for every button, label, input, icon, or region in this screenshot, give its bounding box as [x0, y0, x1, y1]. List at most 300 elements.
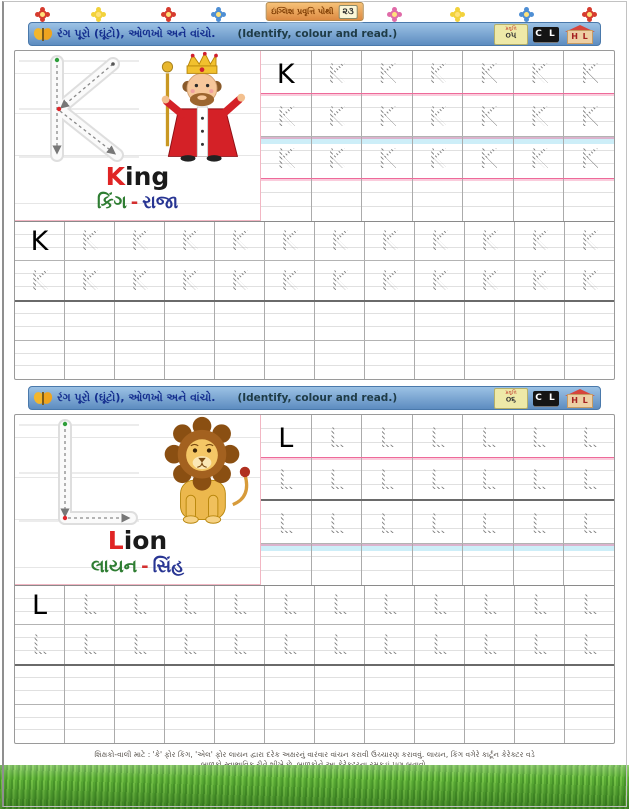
trace-cell: [515, 705, 565, 743]
activity-word-label: પ્રવૃત્તિ: [505, 390, 517, 397]
dotted-trace-letter: L: [430, 465, 446, 496]
trace-cell: [515, 261, 565, 299]
cl-badge: C L: [533, 391, 559, 406]
trace-grid-right: [261, 415, 614, 585]
dotted-trace-letter: K: [430, 226, 449, 258]
trace-cell: [15, 261, 65, 299]
dotted-trace-letter: L: [281, 590, 298, 622]
trace-cell: [165, 586, 215, 624]
trace-cell: [515, 625, 565, 663]
trace-cell: [565, 302, 614, 340]
trace-cell: [413, 458, 464, 500]
trace-cell: [315, 261, 365, 299]
dotted-trace-letter: L: [328, 465, 344, 496]
dotted-trace-letter: L: [181, 629, 198, 661]
trace-row: [261, 136, 614, 179]
trace-cell: [564, 137, 614, 179]
trace-row: [15, 222, 614, 260]
word-rest: ing: [125, 162, 170, 191]
section-header-bar: [28, 22, 601, 46]
trace-cell: [261, 458, 312, 500]
trace-cell: [15, 222, 65, 260]
section-content: [14, 414, 615, 744]
dotted-trace-letter: K: [530, 226, 549, 258]
lion-clipart-image: [143, 415, 260, 527]
dotted-trace-letter: K: [529, 58, 548, 90]
trace-cell: [413, 51, 464, 93]
dotted-trace-letter: K: [580, 226, 599, 258]
solid-example-letter: L: [31, 590, 48, 622]
trace-cell: [465, 705, 515, 743]
dotted-trace-letter: L: [379, 465, 395, 496]
trace-cell: [413, 415, 464, 457]
trace-cell: [463, 179, 514, 221]
page-number: ૨૩: [339, 5, 358, 19]
letter-and-clipart: [15, 415, 260, 527]
trace-cell: [514, 544, 565, 586]
trace-row: [15, 260, 614, 299]
flower-icon: [522, 10, 531, 19]
flower-icon: [94, 10, 103, 19]
trace-cell: [362, 458, 413, 500]
trace-cell: [413, 94, 464, 136]
dotted-trace-letter: L: [131, 629, 148, 661]
activity-section-l: [0, 386, 629, 744]
word-rest: ion: [123, 526, 168, 555]
dotted-trace-letter: L: [480, 422, 496, 454]
trace-cell: [261, 137, 312, 179]
trace-cell: [465, 302, 515, 340]
book-title-banner: [265, 2, 364, 21]
trace-cell: [265, 705, 315, 743]
trace-cell: [463, 51, 514, 93]
trace-cell: [115, 705, 165, 743]
dotted-trace-letter: K: [529, 144, 548, 176]
trace-cell: [515, 586, 565, 624]
trace-cell: [365, 341, 415, 379]
trace-row: [261, 178, 614, 221]
dotted-trace-letter: K: [378, 144, 396, 176]
trace-cell: [165, 705, 215, 743]
trace-cell: [15, 625, 65, 663]
section-header-bar: [28, 386, 601, 410]
trace-cell: [514, 458, 565, 500]
trace-cell: [65, 705, 115, 743]
trace-cell: [265, 586, 315, 624]
gujarati-word-line: [15, 191, 260, 217]
hl-label: H L: [567, 394, 593, 408]
trace-cell: [515, 222, 565, 260]
dotted-trace-letter: K: [479, 58, 497, 90]
trace-row: [15, 624, 614, 663]
dotted-trace-letter: K: [276, 144, 295, 176]
trace-cell: [312, 137, 363, 179]
trace-cell: [564, 51, 614, 93]
dotted-trace-letter: L: [581, 465, 597, 496]
trace-cell: [115, 586, 165, 624]
trace-row: [15, 340, 614, 379]
header-title-english: (Identify, colour and read.): [237, 28, 398, 40]
dotted-trace-letter: L: [379, 422, 395, 454]
trace-cell: [15, 341, 65, 379]
trace-cell: [165, 625, 215, 663]
trace-cell: [15, 586, 65, 624]
trace-cell: [413, 501, 464, 543]
grass-border: [0, 765, 629, 809]
header-title-gujarati: રંગ પૂરો (ઘૂંટો), ઓળખો અને વાંચો.: [57, 27, 216, 40]
trace-cell: [265, 666, 315, 704]
dotted-trace-letter: L: [431, 629, 448, 661]
trace-cell: [565, 625, 614, 663]
trace-row: [15, 586, 614, 624]
dotted-trace-letter: K: [530, 265, 549, 297]
trace-cell: [215, 586, 265, 624]
dotted-trace-letter: K: [30, 265, 49, 297]
banner-text: ઇંગ્લિશ પ્રવૃત્તિ પોથી: [271, 6, 334, 16]
trace-row: [261, 415, 614, 457]
trace-cell: [215, 705, 265, 743]
trace-cell: [261, 51, 312, 93]
trace-cell: [115, 302, 165, 340]
solid-example-letter: L: [278, 422, 294, 454]
dotted-trace-letter: L: [531, 422, 547, 454]
trace-cell: [365, 666, 415, 704]
dotted-trace-letter: L: [431, 590, 448, 622]
trace-cell: [415, 625, 465, 663]
dotted-trace-letter: L: [480, 508, 496, 540]
activity-number: ૦૬: [506, 395, 516, 406]
trace-cell: [265, 222, 315, 260]
trace-cell: [565, 705, 614, 743]
dotted-trace-letter: L: [328, 508, 344, 540]
trace-cell: [215, 302, 265, 340]
dotted-trace-letter: K: [180, 226, 199, 258]
trace-cell: [362, 179, 413, 221]
word-initial-letter: L: [107, 526, 124, 555]
trace-cell: [564, 458, 614, 500]
dotted-trace-letter: K: [327, 101, 346, 133]
trace-cell: [415, 705, 465, 743]
trace-cell: [115, 625, 165, 663]
dotted-trace-letter: K: [380, 226, 399, 258]
right-trace-panel: [261, 415, 614, 585]
dotted-trace-letter: L: [181, 590, 198, 622]
letter-and-clipart: [15, 51, 260, 163]
trace-row: [261, 93, 614, 136]
flower-icon: [214, 10, 223, 19]
big-trace-letter-k: [15, 51, 143, 163]
trace-grid-bottom: [15, 585, 614, 743]
dotted-trace-letter: L: [331, 629, 348, 661]
trace-cell: [165, 222, 215, 260]
trace-row: [15, 664, 614, 704]
dotted-trace-letter: K: [80, 265, 99, 297]
trace-cell: [465, 341, 515, 379]
dotted-trace-letter: K: [580, 144, 599, 176]
trace-cell: [315, 341, 365, 379]
dotted-trace-letter: L: [531, 465, 547, 496]
dotted-trace-letter: L: [381, 629, 398, 661]
trace-cell: [515, 302, 565, 340]
trace-cell: [312, 179, 363, 221]
dotted-trace-letter: K: [276, 101, 295, 133]
trace-cell: [463, 458, 514, 500]
dotted-trace-letter: L: [531, 508, 547, 540]
trace-cell: [362, 544, 413, 586]
trace-cell: [215, 222, 265, 260]
trace-cell: [362, 94, 413, 136]
dotted-trace-letter: K: [330, 265, 349, 297]
trace-cell: [65, 625, 115, 663]
trace-cell: [413, 544, 464, 586]
gujarati-meaning: સિંહ: [152, 556, 185, 577]
dotted-trace-letter: K: [580, 58, 599, 90]
trace-cell: [415, 222, 465, 260]
trace-cell: [265, 625, 315, 663]
dotted-trace-letter: K: [529, 101, 548, 133]
trace-cell: [165, 341, 215, 379]
hl-label: H L: [567, 30, 593, 44]
dotted-trace-letter: K: [230, 226, 249, 258]
trace-row: [261, 51, 614, 93]
dotted-trace-letter: K: [480, 226, 499, 258]
trace-cell: [463, 544, 514, 586]
trace-cell: [265, 302, 315, 340]
trace-cell: [514, 94, 565, 136]
dotted-trace-letter: L: [581, 629, 598, 661]
trace-cell: [564, 179, 614, 221]
trace-cell: [65, 222, 115, 260]
separator-dash: -: [130, 192, 139, 213]
gujarati-transliteration: લાયન: [90, 556, 138, 577]
trace-cell: [415, 666, 465, 704]
trace-cell: [365, 705, 415, 743]
gujarati-word-line: [15, 555, 260, 581]
separator-dash: -: [141, 556, 149, 577]
trace-cell: [312, 458, 363, 500]
trace-cell: [514, 415, 565, 457]
trace-cell: [15, 302, 65, 340]
header-badges: [494, 388, 596, 409]
trace-cell: [315, 705, 365, 743]
trace-cell: [465, 222, 515, 260]
trace-cell: [315, 586, 365, 624]
header-title-gujarati: રંગ પૂરો (ઘૂંટો), ઓળખો અને વાંચો.: [57, 391, 216, 404]
dotted-trace-letter: L: [531, 590, 548, 622]
trace-grid-right: [261, 51, 614, 221]
dotted-trace-letter: L: [581, 590, 598, 622]
trace-cell: [565, 261, 614, 299]
dotted-trace-letter: L: [481, 629, 498, 661]
trace-cell: [415, 341, 465, 379]
dotted-trace-letter: K: [428, 101, 447, 133]
dotted-trace-letter: K: [480, 265, 499, 297]
trace-row: [15, 704, 614, 743]
dotted-trace-letter: K: [428, 58, 447, 90]
trace-cell: [115, 222, 165, 260]
dotted-trace-letter: K: [280, 226, 299, 258]
trace-row: [261, 499, 614, 543]
dotted-trace-letter: K: [327, 58, 346, 90]
trace-cell: [514, 501, 565, 543]
trace-cell: [365, 625, 415, 663]
dotted-trace-letter: L: [381, 590, 398, 622]
trace-cell: [215, 341, 265, 379]
dotted-trace-letter: K: [330, 226, 349, 258]
dotted-trace-letter: K: [479, 144, 497, 176]
dotted-trace-letter: L: [81, 590, 98, 622]
trace-cell: [515, 341, 565, 379]
dotted-trace-letter: K: [378, 58, 396, 90]
trace-cell: [465, 261, 515, 299]
trace-cell: [265, 341, 315, 379]
activity-word-label: પ્રવૃત્તિ: [505, 26, 517, 33]
solid-example-letter: K: [30, 226, 49, 258]
flower-icon: [390, 10, 399, 19]
trace-cell: [362, 137, 413, 179]
trace-cell: [115, 341, 165, 379]
letter-intro-panel: [15, 415, 261, 585]
dotted-trace-letter: K: [430, 265, 449, 297]
trace-cell: [565, 586, 614, 624]
trace-cell: [565, 666, 614, 704]
dotted-trace-letter: L: [430, 422, 446, 454]
dotted-trace-letter: L: [581, 422, 597, 454]
dotted-trace-letter: L: [331, 590, 348, 622]
dotted-trace-letter: K: [327, 144, 346, 176]
trace-cell: [65, 302, 115, 340]
dotted-trace-letter: K: [479, 101, 497, 133]
trace-cell: [315, 222, 365, 260]
trace-cell: [115, 261, 165, 299]
top-row: [15, 51, 614, 221]
dotted-trace-letter: K: [180, 265, 199, 297]
trace-cell: [413, 137, 464, 179]
letter-intro-panel: [15, 51, 261, 221]
trace-cell: [415, 302, 465, 340]
dotted-trace-letter: K: [428, 144, 447, 176]
trace-cell: [165, 261, 215, 299]
trace-cell: [413, 179, 464, 221]
trace-row: [15, 300, 614, 340]
solid-example-letter: K: [276, 58, 295, 90]
trace-cell: [312, 544, 363, 586]
dotted-trace-letter: L: [281, 629, 298, 661]
english-word: [15, 163, 260, 191]
flower-icon: [453, 10, 462, 19]
right-trace-panel: [261, 51, 614, 221]
trace-cell: [165, 302, 215, 340]
dotted-trace-letter: L: [231, 590, 248, 622]
trace-cell: [463, 415, 514, 457]
dotted-trace-letter: L: [481, 590, 498, 622]
activity-number-badge: [494, 388, 528, 409]
activity-section-k: [0, 22, 629, 380]
trace-cell: [415, 586, 465, 624]
trace-cell: [465, 666, 515, 704]
top-row: [15, 415, 614, 585]
trace-cell: [65, 586, 115, 624]
gujarati-meaning: રાજા: [142, 192, 179, 213]
trace-cell: [312, 94, 363, 136]
hl-house-badge: [564, 389, 596, 408]
trace-cell: [65, 341, 115, 379]
trace-cell: [215, 261, 265, 299]
butterfly-icon: [33, 390, 53, 407]
trace-cell: [365, 222, 415, 260]
activity-number-badge: [494, 24, 528, 45]
trace-cell: [564, 94, 614, 136]
dotted-trace-letter: L: [581, 508, 597, 540]
cl-badge: C L: [533, 27, 559, 42]
hl-house-badge: [564, 25, 596, 44]
trace-cell: [564, 415, 614, 457]
butterfly-icon: [33, 26, 53, 43]
dotted-trace-letter: L: [231, 629, 248, 661]
header-badges: [494, 24, 596, 45]
dotted-trace-letter: K: [380, 265, 399, 297]
dotted-trace-letter: K: [130, 226, 149, 258]
section-content: [14, 50, 615, 380]
trace-cell: [65, 261, 115, 299]
dotted-trace-letter: L: [131, 590, 148, 622]
trace-cell: [261, 415, 312, 457]
trace-cell: [261, 501, 312, 543]
dotted-trace-letter: L: [430, 508, 446, 540]
dotted-trace-letter: L: [328, 422, 344, 454]
trace-cell: [365, 586, 415, 624]
trace-cell: [362, 51, 413, 93]
dotted-trace-letter: K: [580, 101, 599, 133]
trace-cell: [365, 302, 415, 340]
trace-grid-bottom: [15, 221, 614, 379]
trace-cell: [463, 137, 514, 179]
trace-cell: [315, 666, 365, 704]
trace-cell: [463, 501, 514, 543]
trace-cell: [165, 666, 215, 704]
flower-icon: [38, 10, 47, 19]
trace-cell: [362, 415, 413, 457]
trace-row: [261, 543, 614, 586]
trace-cell: [463, 94, 514, 136]
flower-icon: [164, 10, 173, 19]
trace-cell: [312, 501, 363, 543]
dotted-trace-letter: K: [230, 265, 249, 297]
trace-cell: [565, 222, 614, 260]
trace-cell: [565, 341, 614, 379]
trace-cell: [465, 625, 515, 663]
trace-cell: [261, 544, 312, 586]
big-trace-letter-l: [15, 415, 143, 527]
trace-cell: [265, 261, 315, 299]
trace-cell: [261, 179, 312, 221]
trace-cell: [514, 51, 565, 93]
dotted-trace-letter: L: [480, 465, 496, 496]
dotted-trace-letter: L: [81, 629, 98, 661]
trace-cell: [465, 586, 515, 624]
king-clipart-image: [143, 51, 260, 163]
dotted-trace-letter: K: [80, 226, 99, 258]
trace-cell: [15, 666, 65, 704]
dotted-trace-letter: L: [278, 508, 294, 540]
dotted-trace-letter: L: [278, 465, 294, 496]
trace-cell: [362, 501, 413, 543]
trace-cell: [215, 625, 265, 663]
gujarati-transliteration: કિંગ: [96, 192, 127, 213]
dotted-trace-letter: L: [531, 629, 548, 661]
header-title-english: (Identify, colour and read.): [237, 392, 398, 404]
activity-number: ૦૫: [505, 31, 517, 42]
